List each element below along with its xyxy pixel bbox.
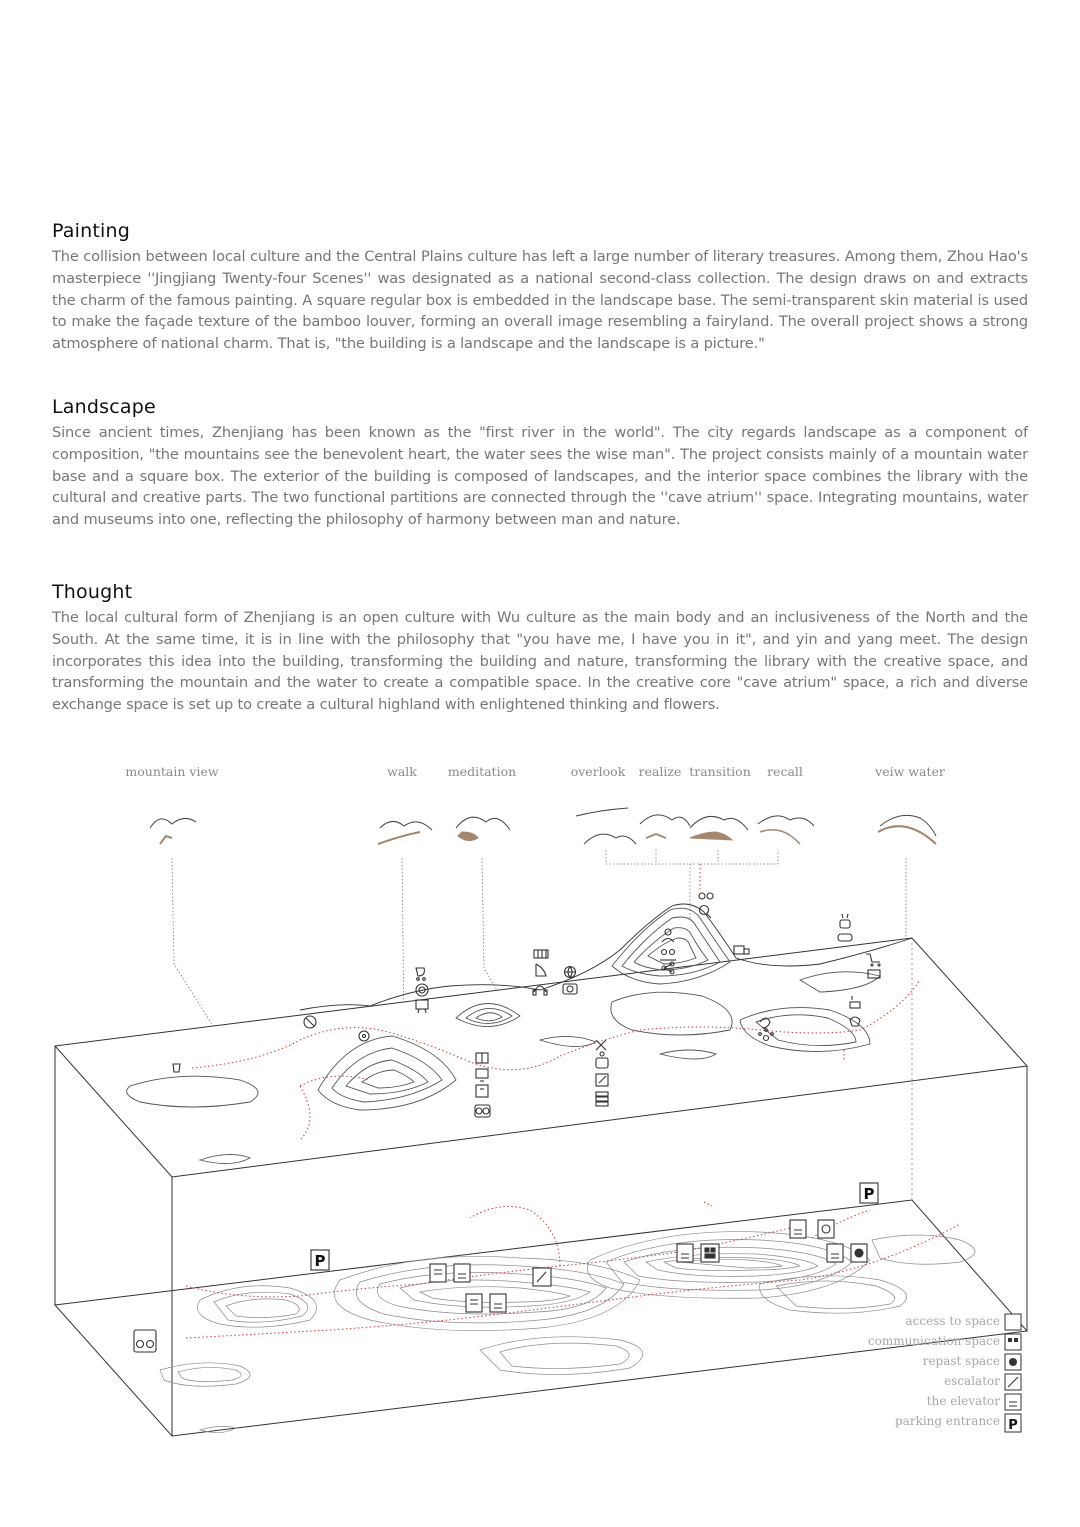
search-icon <box>700 906 712 919</box>
section-thought <box>52 581 1028 716</box>
transition-pictogram <box>690 816 748 840</box>
globe-icon <box>565 967 576 978</box>
legend-label: access to space <box>905 1314 1000 1328</box>
parking-symbol: P <box>314 1252 326 1270</box>
elevator-icon <box>827 1244 843 1262</box>
escalator-icon <box>533 1268 551 1286</box>
communication-space-icon <box>701 1244 719 1262</box>
realize-pictogram <box>640 815 690 838</box>
section-landscape <box>52 396 1028 531</box>
gamepad-icon <box>838 934 852 941</box>
legend-label: communication space <box>867 1334 1000 1348</box>
legend-label: repast space <box>922 1354 1000 1368</box>
scene-label-realize: realize <box>638 764 682 779</box>
base-routes <box>186 1202 960 1338</box>
elevator-icon <box>677 1244 693 1262</box>
parking-symbol: P <box>863 1185 875 1203</box>
harp-icon <box>536 964 546 976</box>
elevator-icon <box>490 1294 506 1312</box>
legend-label: parking entrance <box>895 1414 1000 1428</box>
recall-pictogram <box>758 816 814 844</box>
access-space-icon <box>430 1264 446 1282</box>
repast-space-icon <box>851 1244 867 1262</box>
section-heading: Thought <box>52 581 133 603</box>
elevator-icon <box>790 1220 806 1238</box>
repast-space-icon <box>818 1220 834 1238</box>
truck-icon <box>734 946 749 954</box>
piano-icon <box>534 950 548 958</box>
scene-label-mountain-view: mountain view <box>125 764 219 779</box>
legend-label: the elevator <box>926 1394 1000 1408</box>
section-body: The local cultural form of Zhenjiang is an open culture with Wu culture as the main body and an inclusiveness of the North and the South. At the same time, it is in line with the philosophy that "you have me, I have you in it", and yin and yang meet. The design incorporates this idea into the building, transforming the building and nature, transforming the library with the creative space, and transforming the mountain and the water to create a compatible space. In the creative core "cave atrium" space, a rich and diverse exchange space is set up to create a cultural highland with enlightened thinking and flowers. <box>52 609 1028 714</box>
view-water-pictogram <box>878 815 936 844</box>
elevator-icon <box>454 1264 470 1282</box>
communication-space-icon <box>1005 1334 1021 1350</box>
parking-symbol: P <box>1008 1418 1018 1433</box>
scene-label-walk: walk <box>387 764 417 779</box>
legend <box>868 1314 1021 1433</box>
stroller-icon <box>416 968 425 980</box>
bicycle-icon <box>134 1330 156 1352</box>
section-painting <box>52 220 1028 355</box>
section-heading: Landscape <box>52 396 156 418</box>
scene-pictograms <box>150 808 936 844</box>
access-space-icon <box>466 1294 482 1312</box>
section-body: Since ancient times, Zhenjiang has been known as the "first river in the world". The city regards landscape as a component of composition, "the mountains see the benevolent heart, the water sees the wise man". The project consists mainly of a mountain water base and a square box. The exterior of the building is composed of landscapes, and the interior space combines the library with the cultural and creative parts. The two functional partitions are connected through the ''cave atrium'' space. Integrating mountains, water and museums into one, reflecting the philosophy of harmony between man and nature. <box>52 424 1028 529</box>
person-icon <box>662 929 674 942</box>
robot-icon <box>840 914 850 928</box>
scene-labels <box>125 764 944 779</box>
axonometric-landscape-diagram <box>0 740 1080 1480</box>
legend-label: escalator <box>944 1374 1000 1388</box>
box-outline <box>55 938 1027 1436</box>
meditation-pictogram <box>456 817 510 840</box>
access-space-icon <box>1005 1314 1021 1330</box>
scene-label-recall: recall <box>767 764 803 779</box>
scene-label-transition: transition <box>689 764 751 779</box>
section-body: The collision between local culture and the Central Plains culture has left a large number of literary treasures. Among them, Zhou Hao's masterpiece ''Jingjiang Twenty-four Scenes'' was designated as a national second-class collection. The design draws on and extracts the charm of the famous painting. A square regular box is embedded in the landscape base. The semi-transparent skin material is used to make the façade texture of the bamboo louver, forming an overall image resembling a fairyland. The overall project shows a strong atmosphere of national charm. That is, "the building is a landscape and the landscape is a picture." <box>52 248 1028 353</box>
scene-label-overlook: overlook <box>570 764 626 779</box>
group-icon <box>660 950 676 961</box>
mountain-view-pictogram <box>150 818 196 844</box>
walk-pictogram <box>378 821 432 844</box>
binoculars-icon <box>699 893 713 899</box>
scene-label-veiw-water: veiw water <box>875 764 945 779</box>
section-heading: Painting <box>52 220 130 242</box>
overlook-pictogram <box>576 808 636 844</box>
scene-label-meditation: meditation <box>447 764 517 779</box>
